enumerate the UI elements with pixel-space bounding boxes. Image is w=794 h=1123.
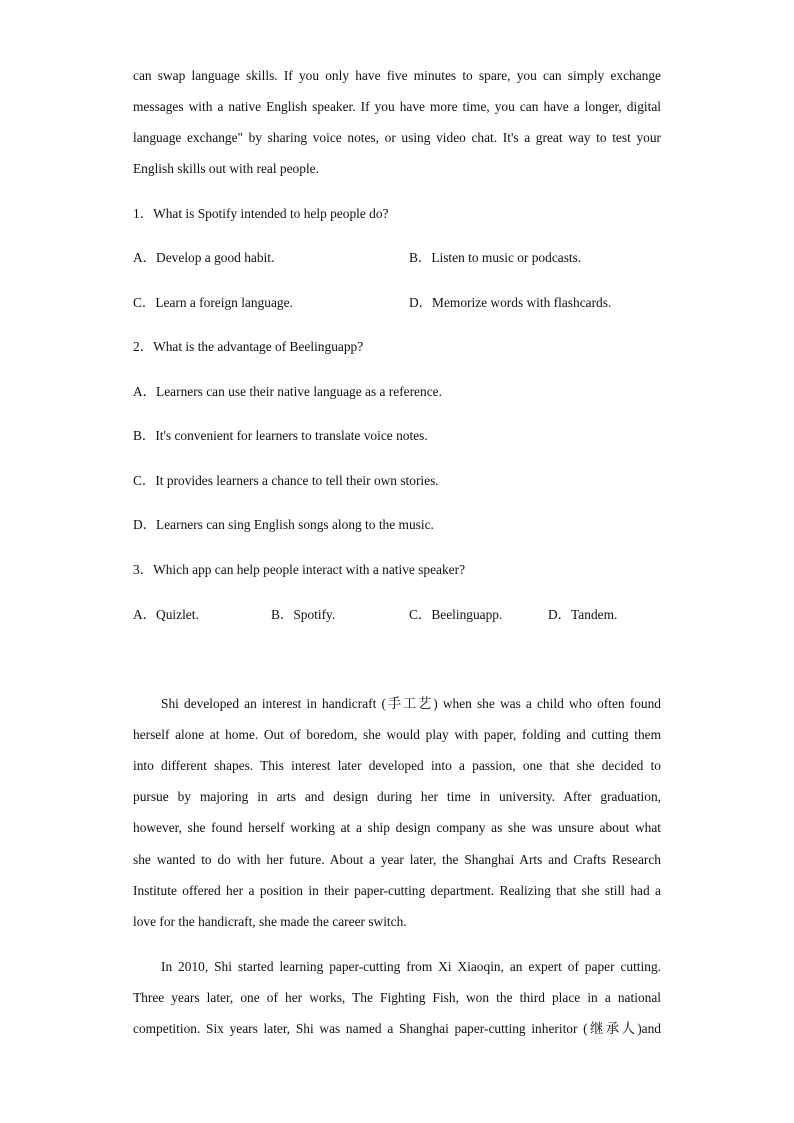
question-1-option-b: B．Listen to music or podcasts. xyxy=(409,250,582,265)
passage2-p2-line-3: competition. Six years later, Shi was named a Shanghai paper-cutting inheritor (继承人)and xyxy=(133,1021,661,1036)
question-2-option-d: D．Learners can sing English songs along to the music. xyxy=(133,517,434,532)
passage1-line-4: English skills out with real people. xyxy=(133,161,319,176)
passage2-p1-line-2: herself alone at home. Out of boredom, she would play with paper, folding and cutting them xyxy=(133,727,661,742)
question-1-option-d: D．Memorize words with flashcards. xyxy=(409,295,612,310)
question-1-stem: 1．What is Spotify intended to help people do? xyxy=(133,206,389,221)
question-1-option-a: A．Develop a good habit. xyxy=(133,250,275,265)
passage1-line-2: messages with a native English speaker. If you have more time, you can have a longer, digital xyxy=(133,99,661,114)
passage2-p2-line-1: In 2010, Shi started learning paper-cutting from Xi Xiaoqin, an expert of paper cutting. xyxy=(161,959,661,974)
passage2-p1-line-6: she wanted to do with her future. About a year later, the Shanghai Arts and Crafts Research xyxy=(133,852,661,867)
question-3-option-a: A．Quizlet. xyxy=(133,607,199,622)
question-2-option-a: A．Learners can use their native language as a reference. xyxy=(133,384,442,399)
passage2-p1-line-4: pursue by majoring in arts and design during her time in university. After graduation, xyxy=(133,789,661,804)
passage2-p1-line-8: love for the handicraft, she made the career switch. xyxy=(133,914,407,929)
question-2-option-b: B．It's convenient for learners to translate voice notes. xyxy=(133,428,428,443)
passage1-line-3: language exchange" by sharing voice notes, or using video chat. It's a great way to test your xyxy=(133,130,661,145)
passage2-p1-line-3: into different shapes. This interest later developed into a passion, one that she decided to xyxy=(133,758,661,773)
passage2-p1-line-7: Institute offered her a position in their paper-cutting department. Realizing that she still had a xyxy=(133,883,661,898)
question-3-option-d: D．Tandem. xyxy=(548,607,618,622)
passage2-p1-line-1: Shi developed an interest in handicraft (手工艺) when she was a child who often found xyxy=(161,696,661,711)
passage1-line-1: can swap language skills. If you only have five minutes to spare, you can simply exchange xyxy=(133,68,661,83)
question-2-stem: 2．What is the advantage of Beelinguapp? xyxy=(133,339,364,354)
question-3-option-b: B．Spotify. xyxy=(271,607,336,622)
question-1-option-c: C．Learn a foreign language. xyxy=(133,295,293,310)
passage2-p1-line-5: however, she found herself working at a ship design company as she was unsure about what xyxy=(133,820,661,835)
passage2-p2-line-2: Three years later, one of her works, The Fighting Fish, won the third place in a national xyxy=(133,990,661,1005)
question-3-option-c: C．Beelinguapp. xyxy=(409,607,503,622)
question-3-stem: 3．Which app can help people interact with a native speaker? xyxy=(133,562,466,577)
question-2-option-c: C．It provides learners a chance to tell their own stories. xyxy=(133,473,439,488)
